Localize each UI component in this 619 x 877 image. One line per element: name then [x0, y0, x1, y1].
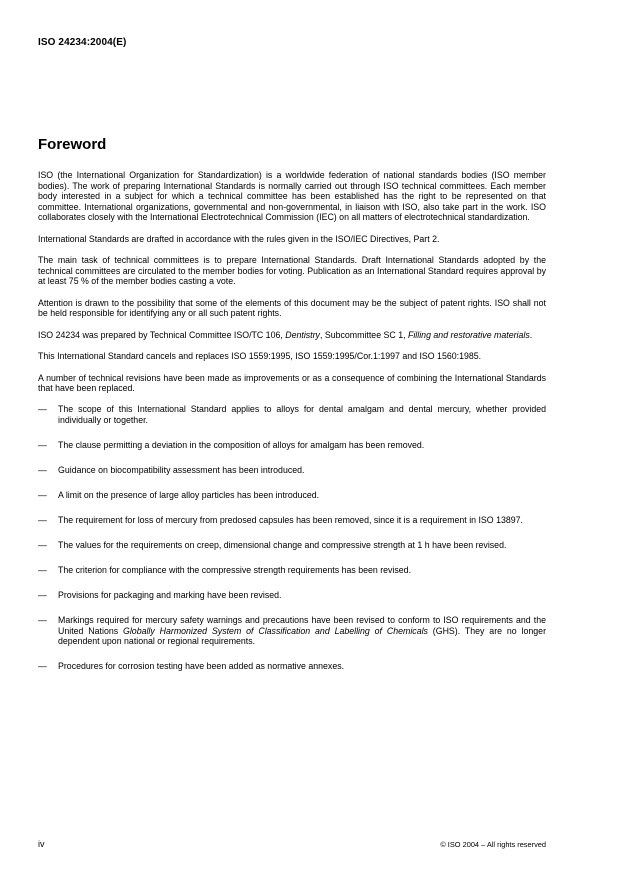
page-number: iv — [38, 839, 45, 849]
list-item-text: The scope of this International Standard applies to alloys for dental amalgam and dental mercury, whether provided individually or together. — [58, 404, 546, 426]
subcommittee-name: Filling and restorative materials — [407, 329, 530, 340]
paragraph-revisions-intro: A number of technical revisions have been made as improvements or as a consequence of combining the International Standards that have been replaced. — [38, 372, 546, 394]
dash-bullet: — — [38, 614, 47, 625]
list-item-text — [58, 615, 546, 646]
copyright-notice: © ISO 2004 – All rights reserved — [440, 840, 546, 849]
committee-name: Dentistry — [285, 329, 320, 340]
list-item-text: Procedures for corrosion testing have been added as normative annexes. — [58, 661, 345, 672]
dash-bullet: — — [38, 404, 47, 415]
page-title: Foreword — [38, 136, 107, 153]
paragraph-replaces: This International Standard cancels and replaces ISO 1559:1995, ISO 1559:1995/Cor.1:1997 and ISO 1560:1985. — [38, 351, 482, 362]
dash-bullet: — — [38, 589, 47, 600]
list-item-text: The criterion for compliance with the compressive strength requirements has been revised. — [58, 564, 412, 575]
dash-bullet: — — [38, 490, 47, 501]
dash-bullet: — — [38, 540, 47, 550]
dash-bullet: — — [38, 465, 47, 476]
foreword-body — [38, 170, 546, 686]
prepared-by-text: ISO 24234 was prepared by Technical Committee ISO/TC 106, — [38, 329, 286, 340]
paragraph-committee-task: The main task of technical committees is to prepare International Standards. Draft International Standards adopted by the technical committees are circulated to the member bodies for voting. Publication as an International Standard requires approval by at least 75 % of the member bodies casting a vote. — [38, 255, 546, 287]
document-identifier: ISO 24234:2004(E) — [38, 37, 127, 48]
list-item — [38, 490, 546, 501]
list-item — [38, 590, 546, 601]
list-item — [38, 404, 546, 425]
dash-bullet: — — [38, 564, 47, 575]
paragraph-patent-rights: Attention is drawn to the possibility that some of the elements of this document may be the subject of patent rights. ISO shall not be held responsible for identifying any or all such patent rights. — [38, 297, 546, 319]
paragraph-iso-intro: ISO (the International Organization for Standardization) is a worldwide federation of national standards bodies (ISO member bodies). The work of preparing International Standards is normally carried out through ISO technical committees. Each member body interested in a subject for which a technical committee has been established has the right to be represented on that committee. International organizations, governmental and non-governmental, in liaison with ISO, also take part in the work. ISO collaborates closely with the International Electrotechnical Commission (IEC) on all matters of electrotechnical standardization. — [38, 170, 546, 223]
list-item-text-part: (GHS). They are no longer dependent upon national or regional requirements. — [58, 625, 546, 647]
dash-bullet: — — [38, 440, 47, 451]
ghs-title: Globally Harmonized System of Classification and Labelling of Chemicals — [123, 625, 428, 636]
list-item — [38, 440, 546, 451]
dash-bullet: — — [38, 661, 47, 672]
revisions-list — [38, 404, 546, 671]
list-item-text: A limit on the presence of large alloy particles has been introduced. — [58, 490, 320, 501]
list-item — [38, 465, 546, 476]
list-item — [38, 515, 546, 526]
dash-bullet: — — [38, 515, 47, 526]
prepared-by-text: . — [529, 329, 533, 340]
list-item — [38, 661, 546, 672]
list-item-text: The requirement for loss of mercury from predosed capsules has been removed, since it is a requirement in ISO 13897. — [58, 515, 523, 526]
list-item-text: The values for the requirements on creep, dimensional change and compressive strength at 1 h have been revised. — [58, 540, 507, 550]
prepared-by-text: , Subcommittee SC 1, — [319, 329, 408, 340]
list-item-text: The clause permitting a deviation in the composition of alloys for amalgam has been removed. — [58, 440, 425, 451]
list-item-text-part: Markings required for mercury safety warnings and precautions have been revised to conform to ISO requirements and the United Nations — [58, 614, 546, 636]
list-item — [38, 565, 546, 576]
list-item-text: Guidance on biocompatibility assessment has been introduced. — [58, 465, 305, 476]
list-item — [38, 615, 546, 647]
list-item — [38, 540, 546, 551]
paragraph-prepared-by — [38, 330, 546, 341]
list-item-text: Provisions for packaging and marking have been revised. — [58, 589, 282, 600]
paragraph-directives: International Standards are drafted in accordance with the rules given in the ISO/IEC Directives, Part 2. — [38, 233, 440, 244]
